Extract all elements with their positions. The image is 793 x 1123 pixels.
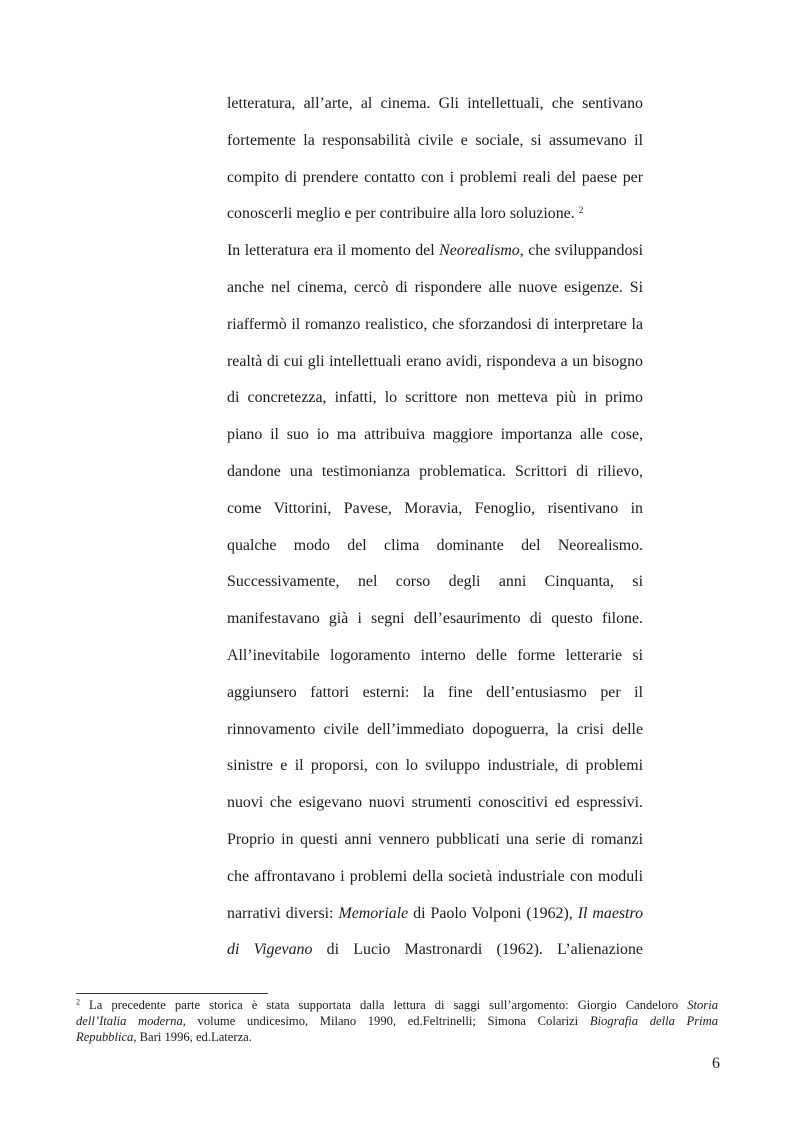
text-line: rinnovamento civile dell’immediato dopoguerra, la crisi delle [227,720,643,738]
italic-title: di Vigevano [227,941,313,959]
text-line: che affrontavano i problemi della società industriale con moduli [227,867,643,885]
text-line: sinistre e il proporsi, con lo sviluppo industriale, di problemi [227,757,643,775]
text-line: qualche modo del clima dominante del Neorealismo. [227,536,643,554]
page-number: 6 [712,1055,720,1072]
footnote [76,997,718,1045]
footnote-line: dell’Italia moderna, volume undicesimo, Milano 1990, ed.Feltrinelli; Simona Colarizi Biografia della Prima [76,1014,718,1028]
text-line: compito di prendere contatto con i problemi reali del paese per [227,168,643,186]
text-line: Successivamente, nel corso degli anni Cinquanta, si [227,573,643,591]
footnote-marker: 2 [76,997,80,1007]
footnote-line: $^2$ La precedente parte storica è stata supportata dalla lettura di saggi sull’argomento: Giorgio Candeloro Storia [76,997,718,1012]
text-line: riaffermò il romanzo realistico, che sforzandosi di interpretare la [227,315,643,333]
footnote-line: Repubblica, Bari 1996, ed.Laterza. [76,1030,252,1044]
italic-title: Memoriale [338,904,409,922]
footnote-separator [76,993,268,994]
text-line: nuovi che esigevano nuovi strumenti conoscitivi ed espressivi. [227,794,643,812]
text-line: aggiunsero fattori esterni: la fine dell’entusiasmo per il [227,683,643,701]
text-line: piano il suo io ma attribuiva maggiore importanza alle cose, [227,426,643,444]
italic-term: Neorealismo [439,242,520,260]
footnote-reference: 2 [578,206,584,217]
body-text [227,88,643,971]
text-line: conoscerli meglio e per contribuire alla loro soluzione. $^2$ [227,205,584,223]
text-line: anche nel cinema, cercò di rispondere alle nuove esigenze. Si [227,278,643,296]
text-line: narrativi diversi: Memoriale di Paolo Volponi (1962), Il maestro [227,904,643,922]
text-line: Proprio in questi anni vennero pubblicati una serie di romanzi [227,830,643,848]
text-line: realtà di cui gli intellettuali erano avidi, rispondeva a un bisogno [227,352,643,370]
text-line: manifestavano già i segni dell’esaurimento di questo filone. [227,610,643,628]
italic-title: Il maestro [577,904,643,922]
text-line: letteratura, all’arte, al cinema. Gli intellettuali, che sentivano [227,95,643,112]
text-line: di concretezza, infatti, lo scrittore non metteva più in primo [227,389,643,407]
text-line: dandone una testimonianza problematica. Scrittori di rilievo, [227,462,643,480]
text-line: come Vittorini, Pavese, Moravia, Fenoglio, risentivano in [227,499,643,517]
text-line: In letteratura era il momento del Neorealismo, che sviluppandosi [227,242,643,260]
text-line: All’inevitabile logoramento interno delle forme letterarie si [227,646,643,664]
text-line: fortemente la responsabilità civile e sociale, si assumevano il [227,131,643,149]
text-line: di Vigevano di Lucio Mastronardi (1962). L’alienazione [227,941,643,959]
